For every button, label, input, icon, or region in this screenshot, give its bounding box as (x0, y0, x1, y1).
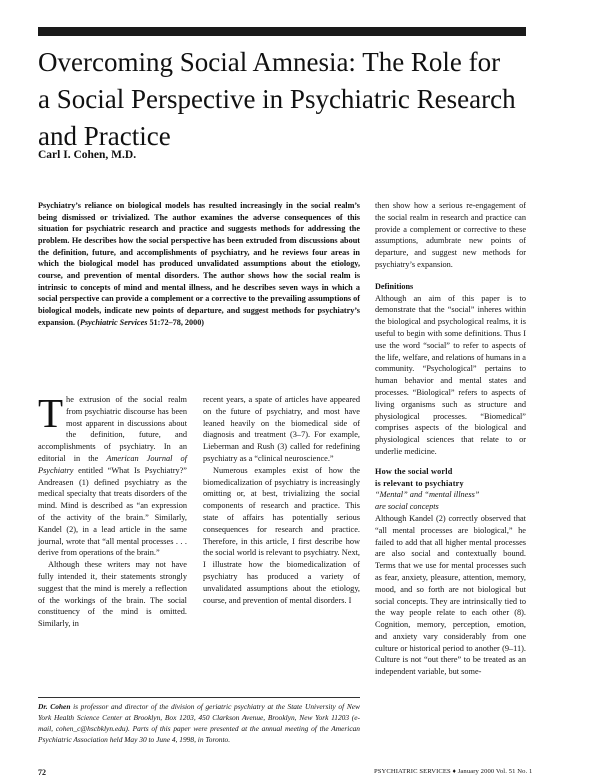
footnote-rule (38, 697, 360, 698)
body-column-1 (38, 390, 187, 630)
paragraph: Although these writers may not have fully intended it, their statements strongly suggest that the mind is merely a reflection of the workings of the brain. The social constituency of the mind is omitted. Similarly, in (38, 560, 187, 629)
body-column-3 (375, 200, 526, 678)
paragraph: recent years, a spate of articles have appeared on the future of psychiatry, and most have leaned heavily on the biomedical side of diagnosis and treatment (3–7). For example, Lieberman and Rush (3) called for redefining psychiatry as a “clinical neuroscience.” (203, 395, 360, 463)
abstract-citation-journal: Psychiatric Services (79, 317, 148, 327)
title-rule (38, 27, 526, 36)
subsection-heading: “Mental” and “mental illness” are social concepts (375, 490, 480, 512)
abstract (38, 200, 360, 328)
drop-cap: T (38, 390, 64, 436)
journal-name: American Journal of Psychiatry (38, 453, 187, 475)
abstract-text: Psychiatry’s reliance on biological models has resulted increasingly in the social realm’s being dismissed or trivialized. The author examines the adverse consequences of this situation for psychiatric research and practice and suggests methods for addressing the problem. He describes how the social perspective has been extruded from discussions about the definition, future, and accomplishments of psychiatry, and he reviews four areas in which the biological model has produced unvalidated assumptions about the etiology, course, and prevention of mental disorders. The author shows how the social realm is intrinsic to concepts of mind and mental illness, and he describes seven ways in which a social perspective can provide a complement or a corrective to the prevailing assumptions of biological models, indicate new points of departure, and suggest methods for psychiatry’s expansion. ( (38, 201, 360, 327)
paragraph: then show how a serious re-engagement of the social realm in research and practice can provide a complement or corrective to these assumptions, adumbrate new points of departure, and suggest new methods for psychiatry’s expansion. (375, 201, 526, 269)
footnote-author-name: Dr. Cohen (38, 702, 71, 711)
author-footnote: Dr. Cohen is professor and director of the division of geriatric psychiatry at the State University of New York Health Science Center at Brooklyn, Box 1203, 450 Clarkson Avenue, Brooklyn, New York 11203 (e-mail, cohen_c@hscbklyn.edu). Parts of this paper were presented at the annual meeting of the American Psychiatric Association held May 30 to June 4, 1998, in Toronto. (38, 702, 360, 744)
section-heading-social-world: How the social world is relevant to psychiatry (375, 466, 464, 488)
paragraph: Numerous examples exist of how the biomedicalization of psychiatry is increasingly omitting or, at best, trivializing the social components of research and practice. This state of affairs has potentially serious consequences for research and practice. Therefore, in this article, I first describe how the social world is relevant to psychiatry. Next, I illustrate how the biomedicalization of psychiatry has produced a variety of unvalidated assumptions about the etiology, course, and prevention of mental disorders. I (203, 465, 360, 605)
paragraph: The extrusion of the social realm from psychiatric discourse has been most apparent in discussions about the definition, future, and accomplishments of psychiatry. In an editorial in the American Journal of Psychiatry entitled “What Is Psychiatry?” Andreasen (1) defined psychiatry as the medical specialty that treats disorders of the mind. Mind is described as “an expression of the activity of the brain.” Similarly, Kandel (2), in a lead article in the same journal, wrote that “all mental processes . . . derive from operations of the brain.” (38, 390, 187, 558)
paragraph: Although an aim of this paper is to demonstrate that the “social” inheres within the biological and psychological realms, it is useful to begin with some definitions. Thus I use the word “social” to refer to aspects of the life, welfare, and relations of humans in a community. “Psychological” pertains to human behavior and mental states and processes. “Biological” refers to aspects of living organisms such as structure and physiological processes. “Biomedical” comprises aspects of the biological and physiological sciences that relate to or underlie medicine. (375, 293, 526, 456)
paragraph: Although Kandel (2) correctly observed that “all mental processes are biological,” he failed to add that all higher mental processes are also social and contextually bound. Terms that we use for mental processes such as fear, anxiety, pleasure, attention, memory, mood, and so forth are not biological but social concepts. They are intrinsically tied to the way people relate to each other (8). Cognition, memory, perception, emotion, and anxiety vary considerably from one culture or historical period to another (9–11). Culture is not “out there” to be treated as an independent variable, but some- (375, 513, 526, 677)
page-number: 72 (38, 768, 46, 777)
abstract-citation-rest: 51:72–78, 2000) (147, 317, 205, 327)
article-title: Overcoming Social Amnesia: The Role for a Social Perspective in Psychiatric Research and Practice (38, 47, 516, 151)
author-byline: Carl I. Cohen, M.D. (38, 149, 137, 161)
body-column-2 (203, 394, 360, 606)
running-footer: PSYCHIATRIC SERVICES ♦ January 2000 Vol. 51 No. 1 (374, 768, 533, 775)
section-heading-definitions: Definitions (375, 281, 414, 291)
